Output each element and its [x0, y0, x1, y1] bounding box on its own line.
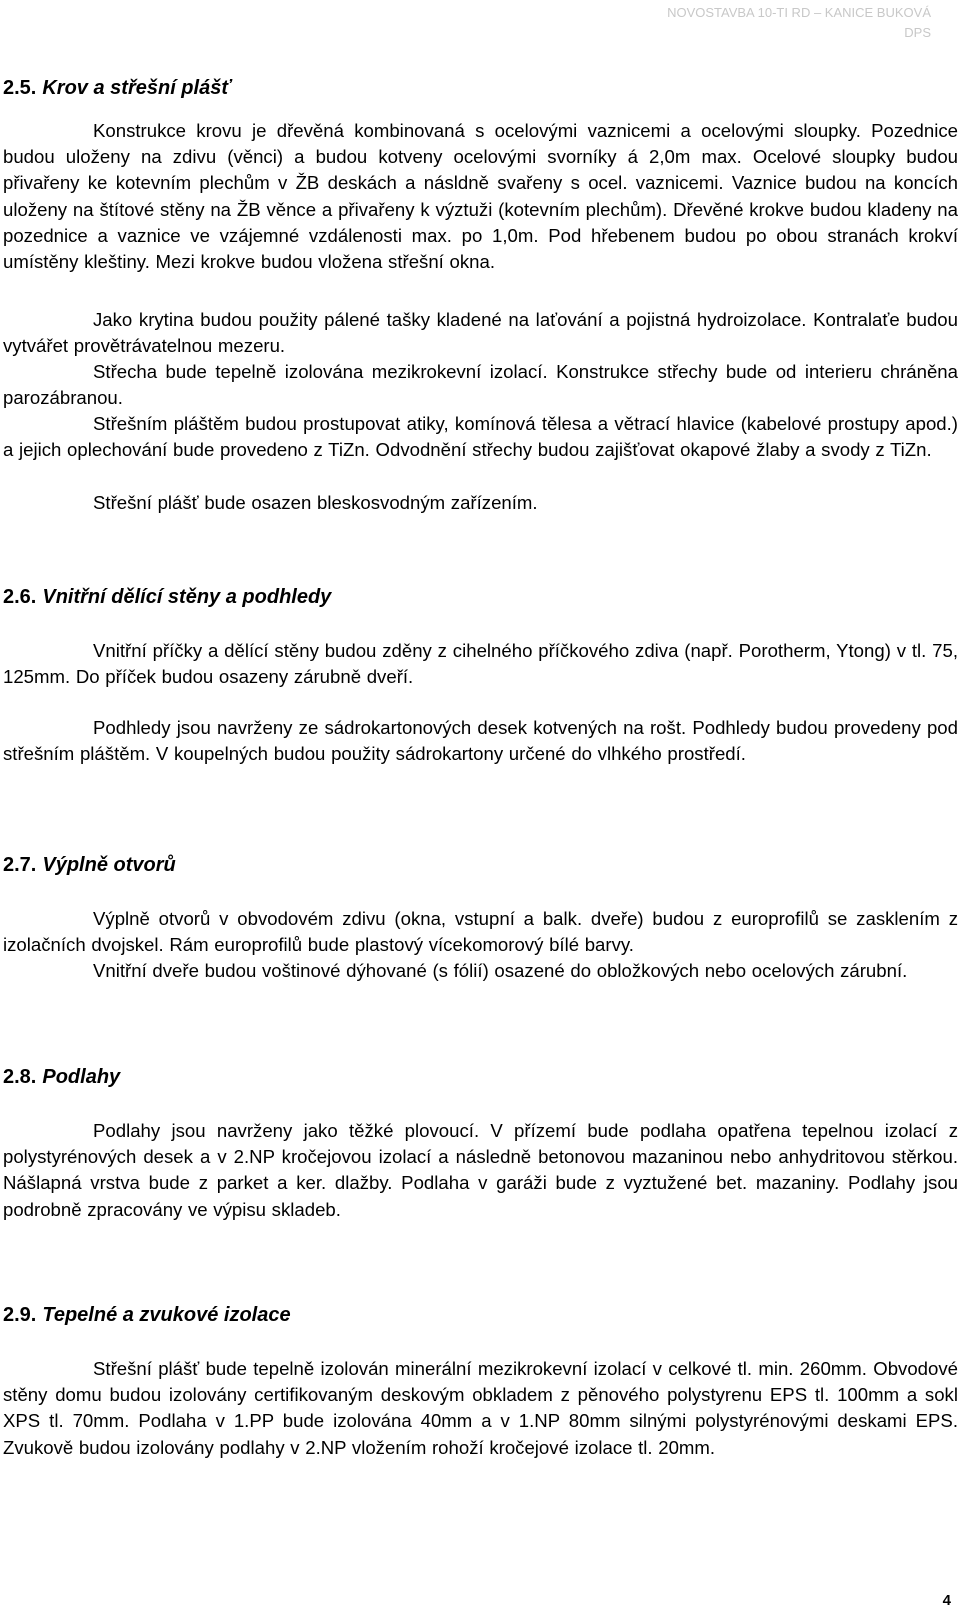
paragraph: Jako krytina budou použity pálené tašky kladené na laťování a pojistná hydroizolace. Kontralaťe budou vytvářet provětrávatelnou mezeru. [3, 309, 958, 357]
header-stage: DPS [904, 25, 931, 40]
paragraph: Střešní plášť bude tepelně izolován minerální mezikrokevní izolací v celkové tl. min. 260mm. Obvodové stěny domu budou izolovány certifikovaným deskovým obkladem z pěnového polystyrenu EPS tl. 100mm a sokl XPS tl. 70mm. Podlaha v 1.PP bude izolována 40mm a v 1.NP 80mm silnými polystyrénovými deskami EPS. Zvukově budou izolovány podlahy v 2.NP vložením rohoží kročejové izolace tl. 20mm. [3, 1358, 958, 1458]
paragraph: Střešní plášť bude osazen bleskosvodným zařízením. [93, 492, 538, 513]
header-project-title: NOVOSTAVBA 10-TI RD – KANICE BUKOVÁ [667, 5, 931, 20]
paragraph: Střešním pláštěm budou prostupovat atiky, komínová tělesa a větrací hlavice (kabelové prostupy apod.) a jejich oplechování bude provedeno z TiZn. Odvodnění střechy budou zajišťovat okapové žlaby a svody z TiZn. [3, 413, 958, 461]
paragraph: Vnitřní příčky a dělící stěny budou zděny z cihelného příčkového zdiva (např. Porotherm, Ytong) v tl. 75, 125mm. Do příček budou osazeny zárubně dveří. [3, 640, 958, 688]
section-number: 2.9. [3, 1304, 37, 1326]
section-title: Výplně otvorů [42, 854, 176, 876]
section-heading [3, 1303, 291, 1327]
paragraph: Výplně otvorů v obvodovém zdivu (okna, vstupní a balk. dveře) budou z europrofilů se zasklením z izolačních dvojskel. Rám europrofilů bude plastový vícekomorový bílé barvy. [3, 908, 958, 956]
section-title: Krov a střešní plášť [42, 77, 231, 99]
page-number: 4 [942, 1592, 951, 1609]
page-header [667, 3, 931, 43]
paragraph: Konstrukce krovu je dřevěná kombinovaná s ocelovými vaznicemi a ocelovými sloupky. Pozednice budou uloženy na zdivu (věnci) a budou kotveny ocelovými svorníky á 2,0m max. Ocelové sloupky budou přivařeny ke kotevním plechům v ŽB deskách a násldně svařeny s ocel. vaznicemi. Vaznice budou na koncích uloženy na štítové stěny na ŽB věnce a přivařeny k výztuži (kotevním plechům). Dřevěné krokve budou kladeny na pozednice a vaznice ve vzájemné vzdálenosti max. po 1,0m. Pod hřebenem budou po obou stranách krokví umístěny kleštiny. Mezi krokve budou vložena střešní okna. [3, 120, 958, 273]
paragraph: Podlahy jsou navrženy jako těžké plovoucí. V přízemí bude podlaha opatřena tepelnou izolací z polystyrénových desek a v 2.NP kročejovou izolací a následně betonovou mazaninou nebo anhydritovou stěrkou. Nášlapná vrstva bude z parket a ker. dlažby. Podlaha v garáži bude z vyztužené bet. mazaniny. Podlahy jsou podrobně zpracovány ve výpisu skladeb. [3, 1120, 958, 1220]
section-heading [3, 853, 176, 877]
section-heading [3, 1065, 120, 1089]
section-number: 2.8. [3, 1066, 37, 1088]
section-heading [3, 585, 331, 609]
section-number: 2.6. [3, 586, 37, 608]
section-title: Tepelné a zvukové izolace [42, 1304, 291, 1326]
section-number: 2.7. [3, 854, 37, 876]
paragraph: Podhledy jsou navrženy ze sádrokartonových desek kotvených na rošt. Podhledy budou provedeny pod střešním pláštěm. V koupelných budou použity sádrokartony určené do vlhkého prostředí. [3, 717, 958, 765]
paragraph: Vnitřní dveře budou voštinové dýhované (s fólií) osazené do obložkových nebo ocelových zárubní. [93, 960, 908, 981]
paragraph: Střecha bude tepelně izolována mezikrokevní izolací. Konstrukce střechy bude od interieru chráněna parozábranou. [3, 361, 958, 409]
section-heading [3, 76, 231, 100]
section-title: Podlahy [42, 1066, 121, 1088]
section-title: Vnitřní dělící stěny a podhledy [42, 586, 332, 608]
section-number: 2.5. [3, 77, 37, 99]
